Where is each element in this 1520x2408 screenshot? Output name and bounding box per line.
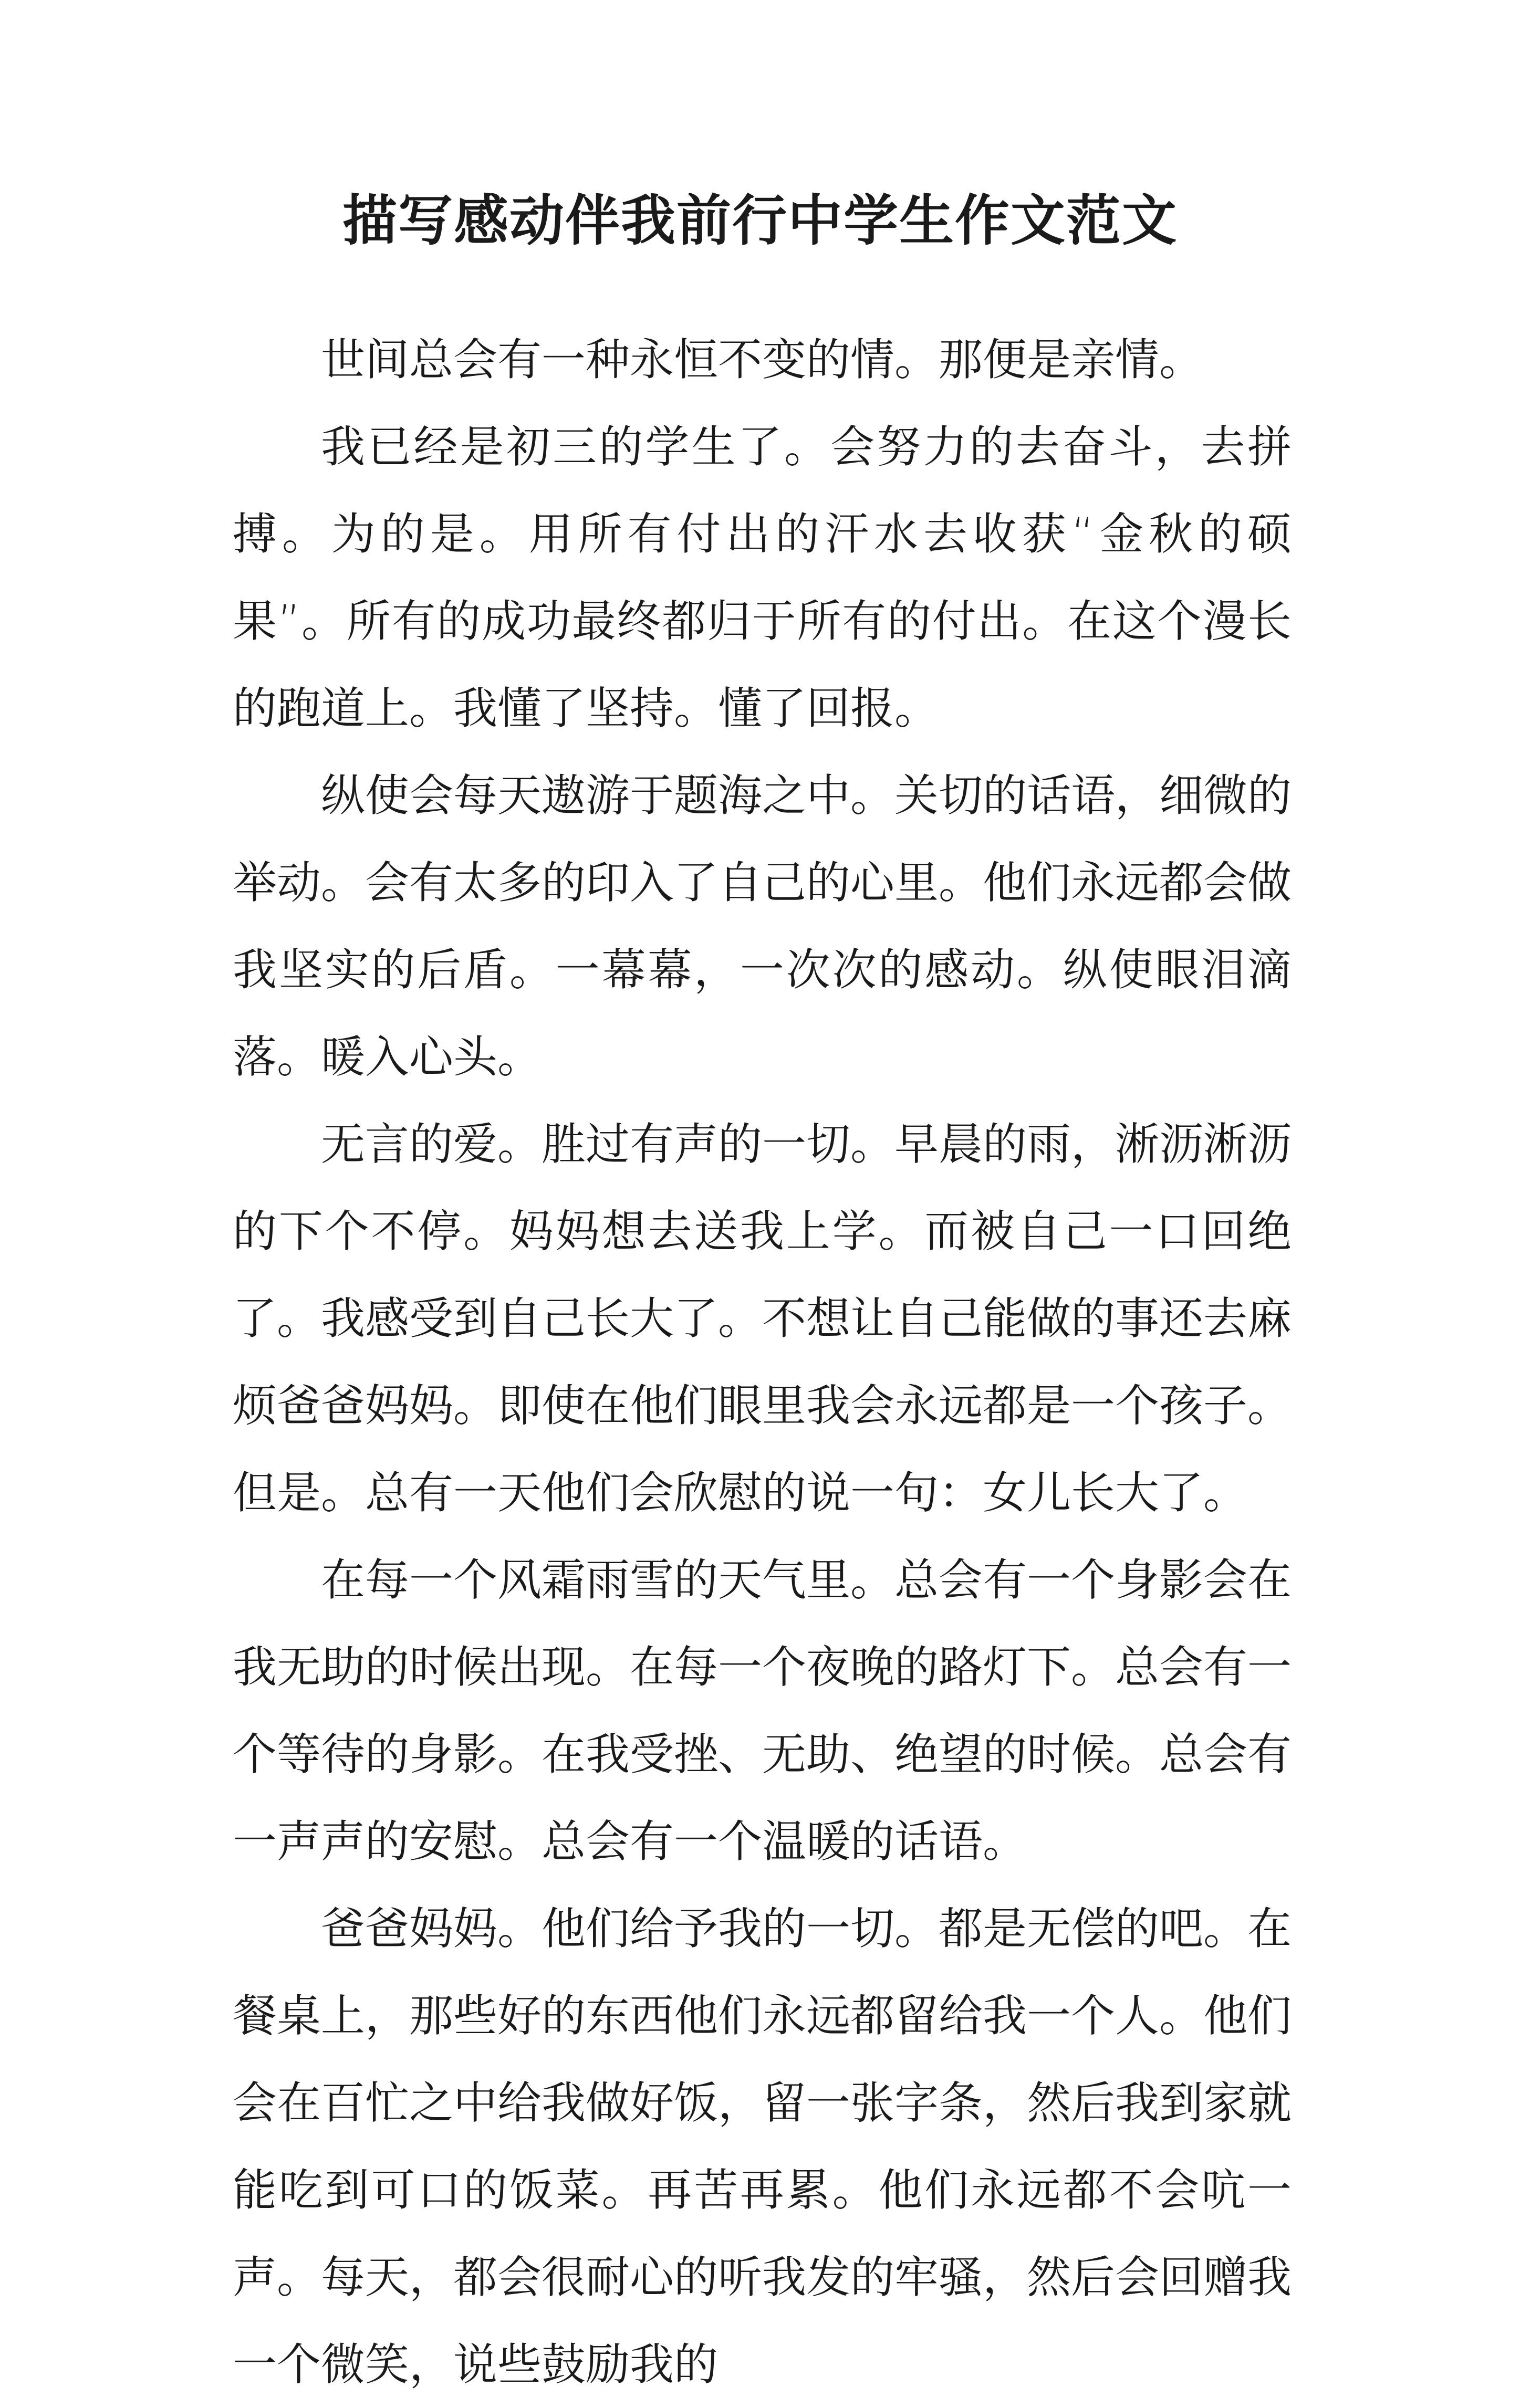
paragraph: 无言的爱。胜过有声的一切。早晨的雨，淅沥淅沥的下个不停。妈妈想去送我上学。而被自己一口回绝了。我感受到自己长大了。不想让自己能做的事还去麻烦爸爸妈妈。即使在他们眼里我会永远都是一个孩子。但是。总有一天他们会欣慰的说一句：女儿长大了。 — [233, 1118, 1292, 1519]
document-title: 描写感动伴我前行中学生作文范文 — [342, 189, 1178, 253]
paragraph: 爸爸妈妈。他们给予我的一切。都是无偿的吧。在餐桌上，那些好的东西他们永远都留给我一个人。他们会在百忙之中给我做好饭，留一张字条，然后我到家就能吃到可口的饭菜。再苦再累。他们永远都不会吭一声。每天，都会很耐心的听我发的牢骚，然后会回赠我一个微笑，说些鼓励我的 — [233, 1903, 1292, 2390]
document-body — [233, 316, 1292, 2408]
paragraph: 在每一个风霜雨雪的天气里。总会有一个身影会在我无助的时候出现。在每一个夜晚的路灯下。总会有一个等待的身影。在我受挫、无助、绝望的时候。总会有一声声的安慰。总会有一个温暖的话语。 — [233, 1554, 1292, 1867]
paragraph: 世间总会有一种永恒不变的情。那便是亲情。 — [321, 334, 1204, 385]
paragraph: 纵使会每天遨游于题海之中。关切的话语，细微的举动。会有太多的印入了自己的心里。他们永远都会做我坚实的后盾。一幕幕，一次次的感动。纵使眼泪滴落。暖入心头。 — [233, 770, 1292, 1083]
paragraph: 我已经是初三的学生了。会努力的去奋斗，去拼搏。为的是。用所有付出的汗水去收获“金秋的硕果”。所有的成功最终都归于所有的付出。在这个漫长的跑道上。我懂了坚持。懂了回报。 — [233, 421, 1292, 734]
